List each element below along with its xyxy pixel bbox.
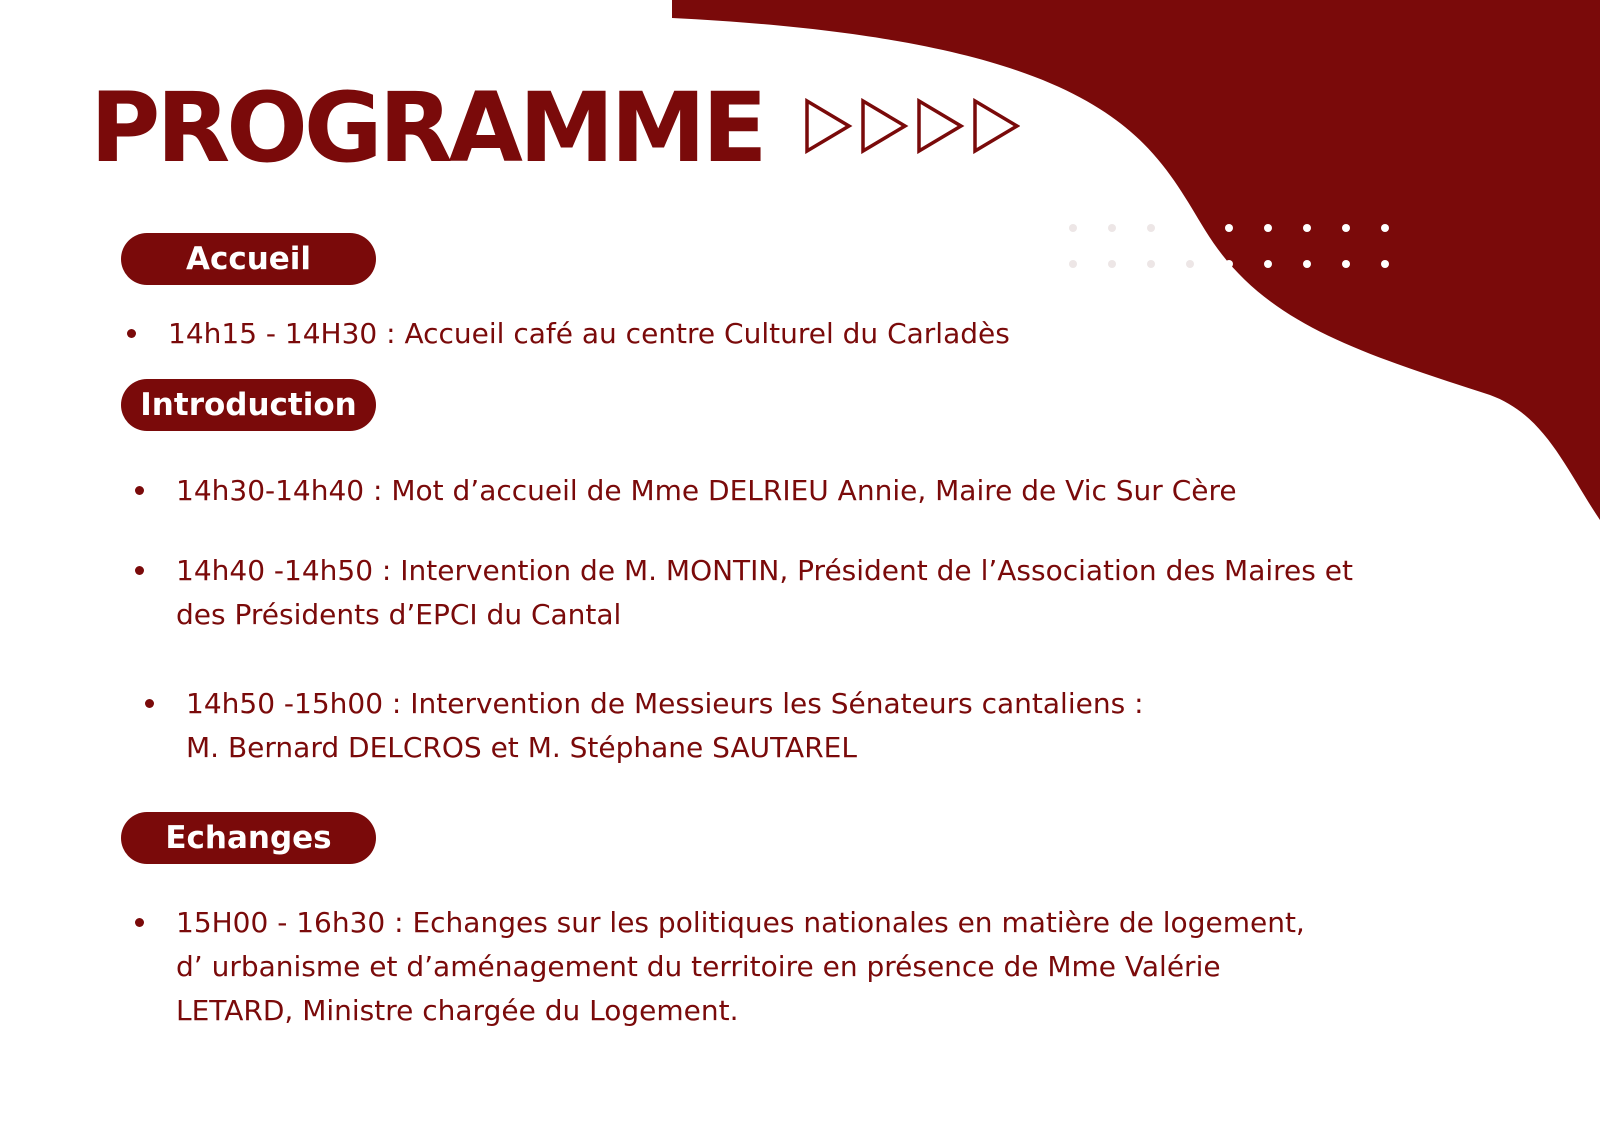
bullet-icon — [127, 329, 136, 338]
item-line: des Présidents d’EPCI du Cantal — [176, 598, 622, 631]
item-line: 14h15 - 14H30 : Accueil café au centre Culturel du Carladès — [168, 317, 1010, 350]
item-line: 15H00 - 16h30 : Echanges sur les politiques nationales en matière de logement, — [176, 906, 1305, 939]
item-line: 14h40 -14h50 : Intervention de M. MONTIN, Président de l’Association des Maires et — [176, 554, 1353, 587]
bullet-icon — [145, 699, 154, 708]
section-pill-echanges: Echanges — [121, 812, 376, 864]
section-pill-introduction: Introduction — [121, 379, 376, 431]
bullet-icon — [135, 566, 144, 575]
programme-item-mot-accueil — [176, 469, 1237, 513]
dot-pattern-icon — [1064, 220, 1394, 272]
programme-item-intervention-montin — [176, 549, 1353, 637]
item-line: d’ urbanisme et d’aménagement du territoire en présence de Mme Valérie — [176, 950, 1221, 983]
item-line: 14h30-14h40 : Mot d’accueil de Mme DELRIEU Annie, Maire de Vic Sur Cère — [176, 474, 1237, 507]
section-pill-accueil: Accueil — [121, 233, 376, 285]
item-line: 14h50 -15h00 : Intervention de Messieurs les Sénateurs cantaliens : — [186, 687, 1144, 720]
bullet-icon — [135, 918, 144, 927]
item-line: LETARD, Ministre chargée du Logement. — [176, 994, 739, 1027]
bullet-icon — [135, 486, 144, 495]
page-title: PROGRAMME — [90, 72, 764, 184]
item-line: M. Bernard DELCROS et M. Stéphane SAUTAREL — [186, 731, 857, 764]
programme-item-accueil-cafe — [168, 312, 1010, 356]
programme-item-intervention-senateurs — [186, 682, 1144, 770]
play-arrows-icon — [804, 98, 1020, 154]
programme-item-echanges-politiques — [176, 901, 1305, 1033]
